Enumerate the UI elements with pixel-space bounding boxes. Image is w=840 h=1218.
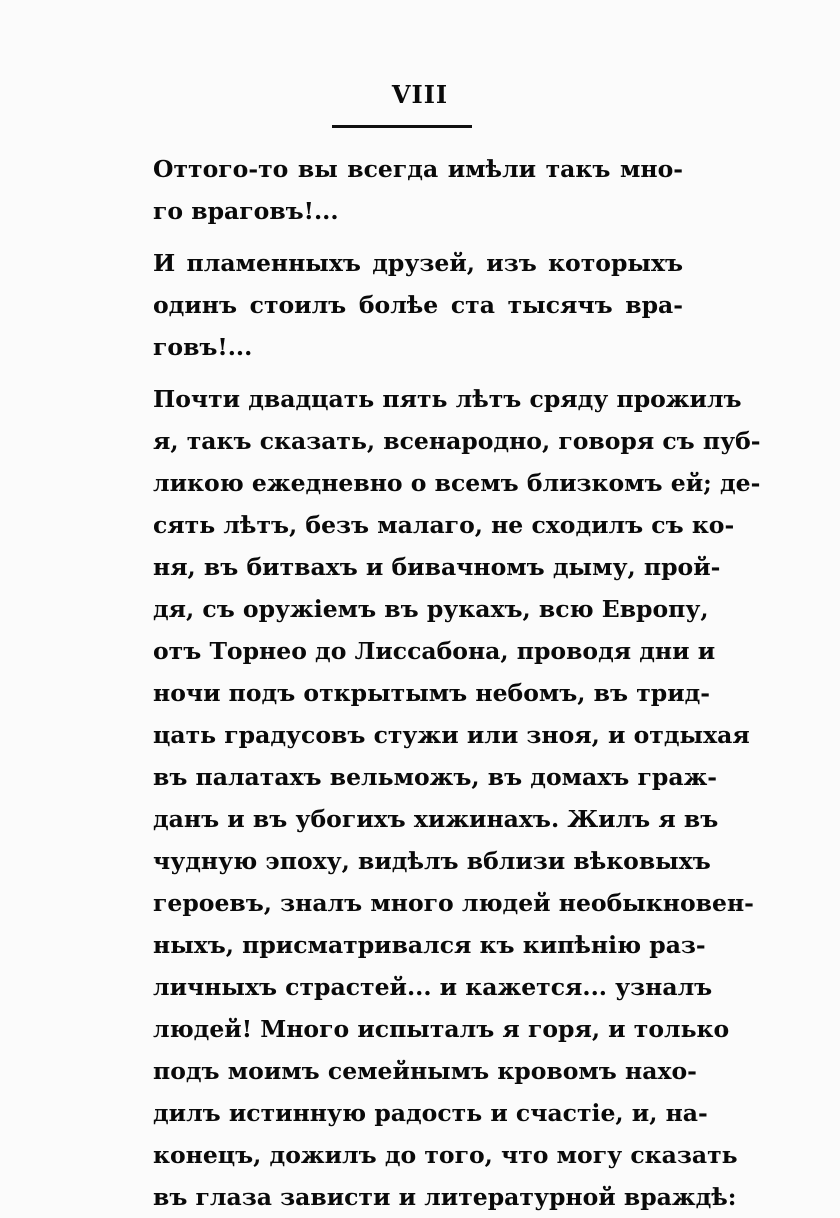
text-line: ня, въ битвахъ и бивачномъ дыму, прой-: [153, 553, 721, 581]
text-line: одинъ стоилъ болѣе ста тысячъ вра-: [153, 291, 683, 319]
text-line: цать градусовъ стужи или зноя, и отдыхая: [153, 721, 750, 749]
text-line: говъ!...: [153, 333, 253, 361]
text-line: я, такъ сказать, всенародно, говоря съ пуб-: [153, 427, 761, 455]
text-line: конецъ, дожилъ до того, что могу сказать: [153, 1141, 738, 1169]
text-line: Почти двадцать пять лѣтъ сряду прожилъ: [153, 385, 742, 413]
page-number: VIII: [391, 80, 449, 109]
text-line: дилъ истинную радость и счастіе, и, на-: [153, 1099, 708, 1127]
text-line: дя, съ оружіемъ въ рукахъ, всю Европу,: [153, 595, 709, 623]
text-line: героевъ, зналъ много людей необыкновен-: [153, 889, 754, 917]
text-line: го враговъ!...: [153, 197, 339, 225]
paragraph-2: [153, 242, 683, 368]
text-line: ликою ежедневно о всемъ близкомъ ей; де-: [153, 469, 761, 497]
text-line: данъ и въ убогихъ хижинахъ. Жилъ я въ: [153, 805, 719, 833]
text-line: сять лѣтъ, безъ малаго, не сходилъ съ ко-: [153, 511, 735, 539]
text-line: людей! Много испыталъ я горя, и только: [153, 1015, 730, 1043]
text-line: въ палатахъ вельможъ, въ домахъ граж-: [153, 763, 718, 791]
text-line: чудную эпоху, видѣлъ вблизи вѣковыхъ: [153, 847, 711, 875]
paragraph-1: [153, 148, 683, 232]
text-block: [153, 148, 761, 1218]
text-line: въ глаза зависти и литературной враждѣ:: [153, 1183, 737, 1211]
header-rule: [332, 125, 472, 128]
text-line: Оттого-то вы всегда имѣли такъ мно-: [153, 155, 683, 183]
text-line: подъ моимъ семейнымъ кровомъ нахо-: [153, 1057, 697, 1085]
text-line: ночи подъ открытымъ небомъ, въ трид-: [153, 679, 711, 707]
text-line: ныхъ, присматривался къ кипѣнію раз-: [153, 931, 706, 959]
text-line: личныхъ страстей... и кажется... узналъ: [153, 973, 713, 1001]
text-line: отъ Торнео до Лиссабона, проводя дни и: [153, 637, 716, 665]
paragraph-3: [153, 378, 761, 1218]
text-line: И пламенныхъ друзей, изъ которыхъ: [153, 249, 683, 277]
